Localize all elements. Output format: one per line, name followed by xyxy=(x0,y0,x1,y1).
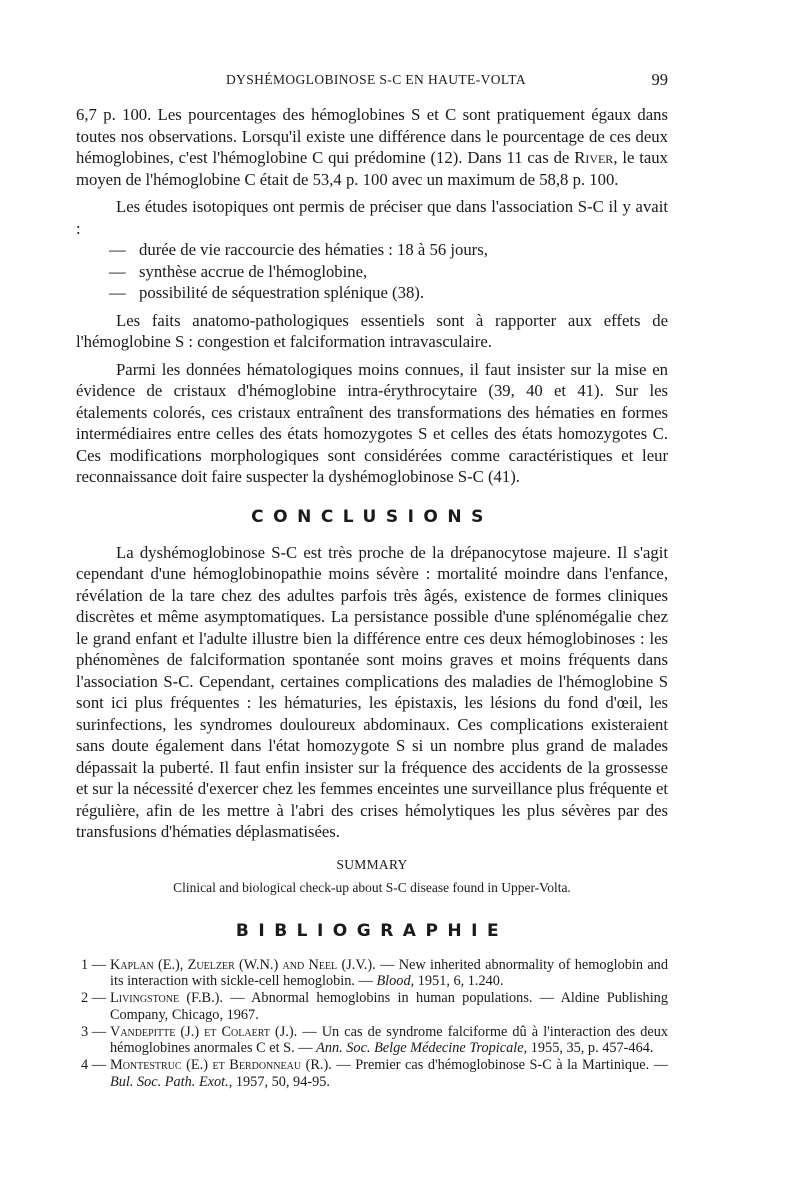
reference-separator: — xyxy=(532,990,561,1007)
reference-item xyxy=(76,1057,668,1091)
reference-authors: Livingstone (F.B.). xyxy=(110,990,223,1007)
reference-separator: — xyxy=(294,1040,317,1057)
bibliography-heading: BIBLIOGRAPHIE xyxy=(235,920,509,941)
summary-heading: SUMMARY xyxy=(336,856,408,872)
paragraph-4: Parmi les données hématologiques moins connues, il faut insister sur la mise en évidence de cristaux d'hémoglobine intra-érythrocytaire (39, 40 et 41). Sur les étalements colorés, ces cristaux entraînent des transformations des hématies en formes intermédiaires entre celles des états homozygotes S et celles des états homozygotes C. Ces modifications morphologiques sont considérées comme caractéristiques et leur reconnaissance doit faire suspecter la dyshémoglobinose S-C (41). xyxy=(76,359,668,486)
conclusions-text: La dyshémoglobinose S-C est très proche de la drépanocytose majeure. Il s'agit cependant d'une hémoglobinopathie moins sévère : mortalité moindre dans l'enfance, révélation de la tare chez des adultes parfois très âgés, existence de formes cliniques discrètes et même asymptomatiques. La persistance possible d'une splénomégalie chez le grand enfant et l'adulte illustre bien la différence entre ces deux hémoglobinoses : les phénomènes de falciformation spontanée sont moins graves et moins fréquents dans l'association S-C. Cependant, certaines complications des maladies de l'hémoglobine S sont ici plus fréquentes : les hématuries, les épistaxis, les lésions du fond d'œil, les surinfections, les syndromes douloureux abdominaux. Ces complications existeraient sans doute également dans l'état homozygote S si un nombre plus grand de malades dépassait la puberté. Il faut enfin insister sur la fréquence des accidents de la grossesse et sur la nécessité d'exercer chez les femmes enceintes une surveillance plus fréquente et régulière, afin de les mettre à l'abri des crises hémolytiques les plus sévères par des transfusions d'hématies déplasmatisées. xyxy=(76,542,668,841)
reference-number: 3 — xyxy=(81,1023,107,1040)
reference-authors: Vandepitte (J.) et Colaert (J.). xyxy=(110,1023,298,1040)
running-title: DYSHÉMOGLOBINOSE S-C EN HAUTE-VOLTA xyxy=(225,72,527,87)
reference-text xyxy=(110,990,668,1024)
list-item-text: synthèse accrue de l'hémoglobine, xyxy=(139,261,368,281)
paragraph-3: Les faits anatomo-pathologiques essentiels sont à rapporter aux effets de l'hémoglobine S : congestion et falciformation intravasculaire. xyxy=(76,310,668,351)
reference-journal: Blood, xyxy=(376,973,415,990)
reference-number: 2 — xyxy=(81,990,107,1007)
reference-details: 1955, 35, p. 457-464. xyxy=(527,1040,654,1057)
reference-number: 1 — xyxy=(81,956,107,973)
reference-title: Un cas de syndrome falciforme dû à l'interaction des deux hémoglobines anormales C et S. xyxy=(110,1023,668,1057)
reference-title: Premier cas d'hémoglobinose S-C à la Martinique. xyxy=(355,1057,650,1074)
reference-number: 4 — xyxy=(81,1057,107,1074)
reference-separator: — xyxy=(649,1057,669,1074)
reference-journal: Bul. Soc. Path. Exot., xyxy=(110,1074,233,1091)
list-item-text: durée de vie raccourcie des hématies : 18 à 56 jours, xyxy=(139,240,488,259)
reference-journal: Ann. Soc. Belge Médecine Tropicale, xyxy=(316,1040,528,1057)
list-item-text: possibilité de séquestration splénique (38). xyxy=(139,283,425,302)
reference-item xyxy=(76,1024,668,1058)
reference-separator: — xyxy=(223,990,252,1007)
reference-authors: Montestruc (E.) et Berdonneau (R.). xyxy=(110,1057,332,1074)
reference-title: New inherited abnormality of hemoglobin and its interaction with sickle-cell hemoglobin. xyxy=(110,956,668,990)
reference-authors: Kaplan (E.), Zuelzer (W.N.) and Neel (J.V.). xyxy=(110,956,376,973)
reference-details: 1957, 50, 94-95. xyxy=(232,1074,330,1091)
reference-separator: — xyxy=(331,1057,356,1074)
reference-separator: — xyxy=(354,973,377,990)
reference-title: Abnormal hemoglobins in human populations. xyxy=(251,990,533,1007)
paragraph-1 xyxy=(76,104,668,190)
paragraph-1-part-a: 6,7 p. 100. Les pourcentages des hémoglobines S et C sont pratiquement égaux dans toutes nos observations. Lorsqu'il existe une différence dans le pourcentage de ces deux hémoglobines, c'est l'hémoglobine C qui prédomine (12). Dans 11 cas de xyxy=(76,105,668,167)
page-body xyxy=(76,104,668,1091)
list-item xyxy=(76,282,668,304)
reference-item xyxy=(76,957,668,991)
reference-details: 1951, 6, 1.240. xyxy=(414,973,504,990)
list-dash: — xyxy=(109,283,126,302)
bibliography-list xyxy=(76,957,668,1091)
dash-list xyxy=(76,239,668,304)
list-item xyxy=(76,261,668,283)
reference-text xyxy=(110,957,668,991)
reference-text xyxy=(110,1057,668,1091)
summary-text: Clinical and biological check-up about S-C disease found in Upper-Volta. xyxy=(173,879,571,895)
conclusions-heading: CONCLUSIONS xyxy=(251,506,493,527)
reference-separator: — xyxy=(375,956,399,973)
list-dash: — xyxy=(109,261,126,281)
reference-details: Aldine Publishing Company, Chicago, 1967. xyxy=(110,990,668,1023)
author-river: River xyxy=(574,148,614,167)
reference-separator: — xyxy=(297,1023,322,1040)
paragraph-2: Les études isotopiques ont permis de préciser que dans l'association S-C il y avait : xyxy=(76,197,668,238)
reference-text xyxy=(110,1024,668,1058)
page-number: 99 xyxy=(651,70,668,89)
list-item xyxy=(76,239,668,261)
paragraph-1-part-b: , le taux moyen de l'hémoglobine C était de 53,4 p. 100 avec un maximum de 58,8 p. 100. xyxy=(76,148,668,189)
list-dash: — xyxy=(109,240,126,259)
reference-item xyxy=(76,990,668,1024)
